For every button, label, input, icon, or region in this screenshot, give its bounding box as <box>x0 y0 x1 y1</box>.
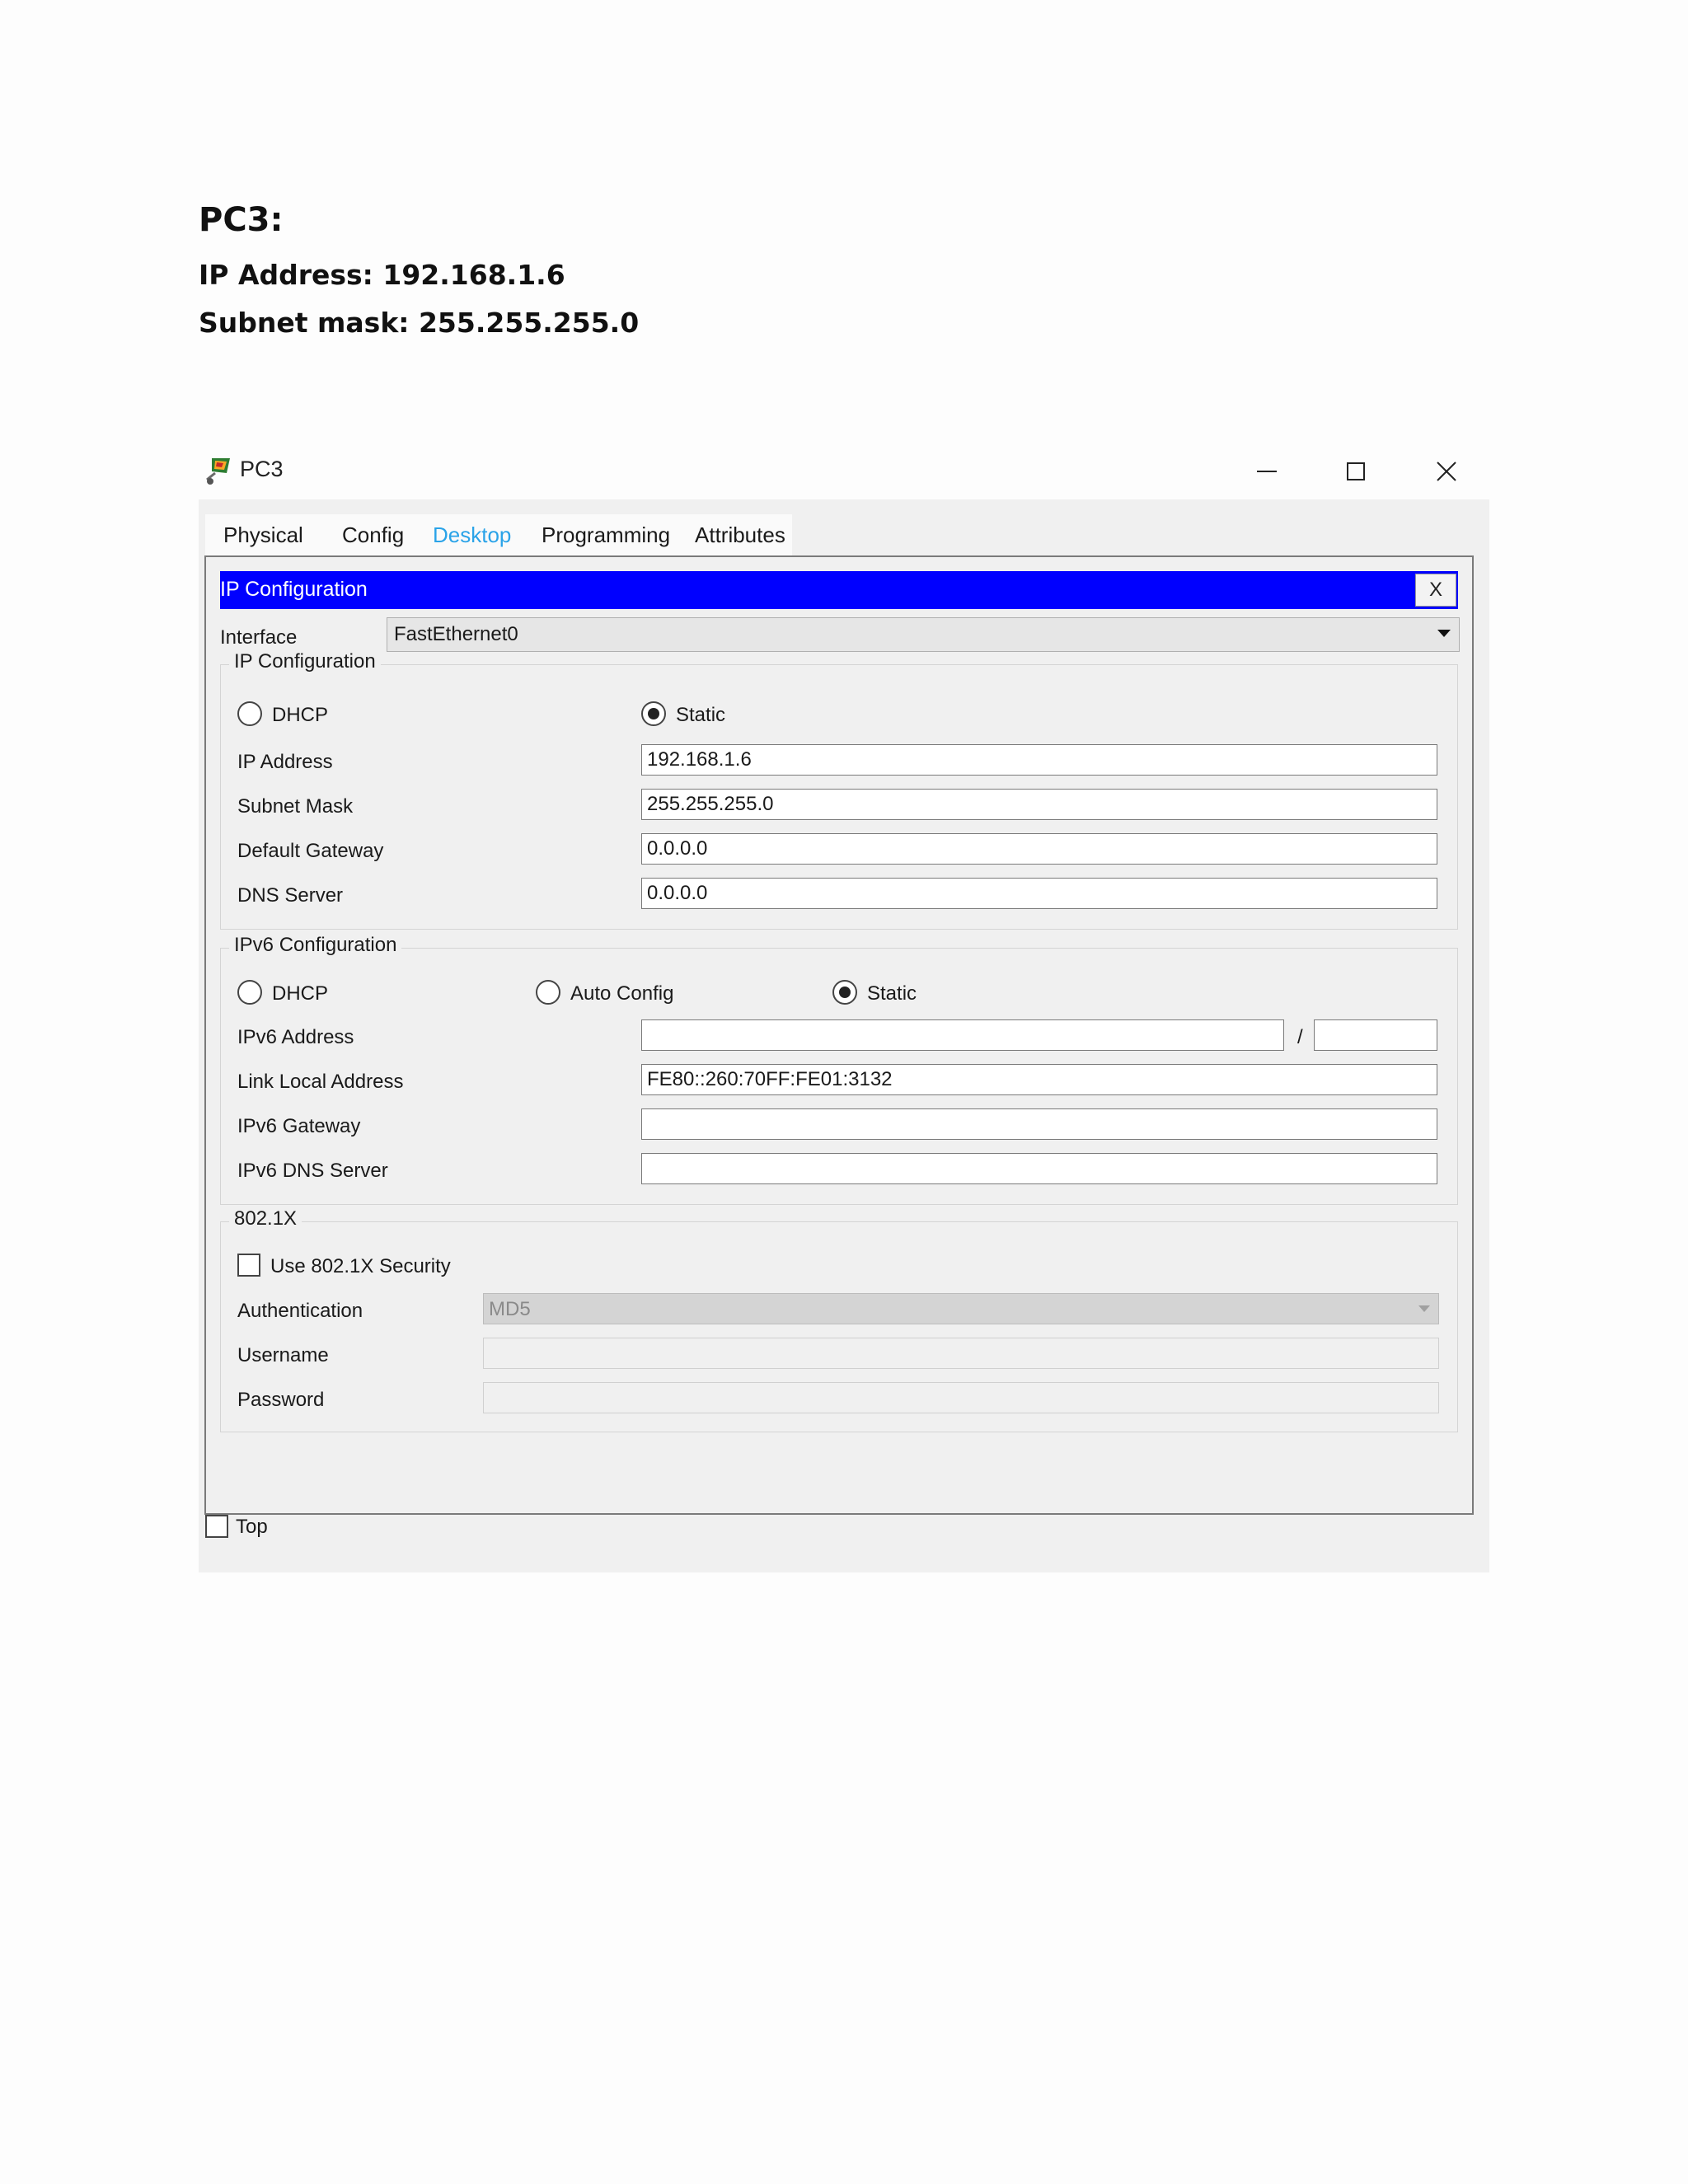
ipv6-gateway-input[interactable] <box>641 1108 1437 1140</box>
username-input[interactable] <box>483 1338 1439 1369</box>
ipv6-address-label: IPv6 Address <box>237 1026 354 1048</box>
link-local-address-label: Link Local Address <box>237 1071 404 1093</box>
ipv6-prefix-input[interactable] <box>1314 1019 1437 1051</box>
document-heading: PC3: <box>199 201 284 239</box>
authentication-select[interactable] <box>483 1293 1439 1324</box>
ipv4-group-legend: IP Configuration <box>229 650 381 673</box>
ip-configuration-title: IP Configuration <box>220 578 368 601</box>
default-gateway-input[interactable]: 0.0.0.0 <box>641 833 1437 865</box>
ipv6-dns-server-input[interactable] <box>641 1153 1437 1184</box>
tab-bar <box>205 514 792 560</box>
interface-select[interactable] <box>387 617 1460 652</box>
dns-server-input[interactable]: 0.0.0.0 <box>641 878 1437 909</box>
chevron-down-icon <box>1437 630 1451 637</box>
ipv4-static-radio[interactable] <box>641 701 666 726</box>
document-ip-line: IP Address: 192.168.1.6 <box>199 259 565 291</box>
app-icon <box>204 455 233 486</box>
window-title: PC3 <box>240 457 284 481</box>
ipv6-auto-config-radio[interactable] <box>536 980 560 1005</box>
interface-value: FastEthernet0 <box>394 623 518 645</box>
authentication-label: Authentication <box>237 1300 363 1322</box>
subnet-mask-label: Subnet Mask <box>237 795 354 818</box>
top-label: Top <box>236 1516 268 1538</box>
ipv6-dns-server-label: IPv6 DNS Server <box>237 1160 388 1182</box>
ipv4-static-label: Static <box>676 704 726 726</box>
username-label: Username <box>237 1344 329 1366</box>
tab-desktop[interactable]: Desktop <box>433 523 512 547</box>
subnet-mask-input[interactable]: 255.255.255.0 <box>641 789 1437 820</box>
ipv6-dhcp-label: DHCP <box>272 982 329 1005</box>
ipv6-auto-config-label: Auto Config <box>570 982 674 1005</box>
maximize-icon[interactable] <box>1339 455 1372 488</box>
ipv4-dhcp-label: DHCP <box>272 704 329 726</box>
use-8021x-checkbox[interactable] <box>237 1254 260 1277</box>
tab-config[interactable]: Config <box>342 523 405 547</box>
default-gateway-label: Default Gateway <box>237 840 384 862</box>
ipv6-address-input[interactable] <box>641 1019 1284 1051</box>
ipv6-prefix-separator: / <box>1297 1026 1303 1048</box>
tab-programming[interactable]: Programming <box>542 523 671 547</box>
close-icon[interactable] <box>1430 455 1463 488</box>
tab-physical[interactable]: Physical <box>223 523 303 547</box>
ipv6-gateway-label: IPv6 Gateway <box>237 1115 361 1137</box>
interface-label: Interface <box>220 626 298 649</box>
authentication-value: MD5 <box>489 1298 531 1320</box>
ipv4-dhcp-radio[interactable] <box>237 701 262 726</box>
window-titlebar[interactable] <box>199 445 1489 499</box>
chevron-down-icon <box>1418 1305 1430 1312</box>
document-mask-line: Subnet mask: 255.255.255.0 <box>199 307 640 339</box>
ip-address-label: IP Address <box>237 751 333 773</box>
ipv4-config-group <box>220 650 1458 930</box>
ipv6-group-legend: IPv6 Configuration <box>229 934 401 957</box>
ip-address-input[interactable]: 192.168.1.6 <box>641 744 1437 776</box>
window-body <box>199 499 1489 1572</box>
ip-configuration-titlebar <box>220 571 1458 609</box>
dot1x-group-legend: 802.1X <box>229 1207 302 1230</box>
dot1x-config-group <box>220 1207 1458 1432</box>
tab-attributes[interactable]: Attributes <box>695 523 785 547</box>
ip-configuration-close-button[interactable]: X <box>1415 574 1456 607</box>
desktop-panel <box>204 555 1474 1515</box>
top-checkbox[interactable] <box>205 1515 228 1538</box>
ipv6-static-radio[interactable] <box>832 980 857 1005</box>
link-local-address-input[interactable]: FE80::260:70FF:FE01:3132 <box>641 1064 1437 1095</box>
ipv6-static-label: Static <box>867 982 917 1005</box>
dns-server-label: DNS Server <box>237 884 344 907</box>
password-label: Password <box>237 1389 325 1411</box>
ipv6-dhcp-radio[interactable] <box>237 980 262 1005</box>
use-8021x-label: Use 802.1X Security <box>270 1255 451 1277</box>
minimize-icon[interactable] <box>1250 455 1283 488</box>
password-input[interactable] <box>483 1382 1439 1413</box>
ipv6-config-group <box>220 934 1458 1205</box>
